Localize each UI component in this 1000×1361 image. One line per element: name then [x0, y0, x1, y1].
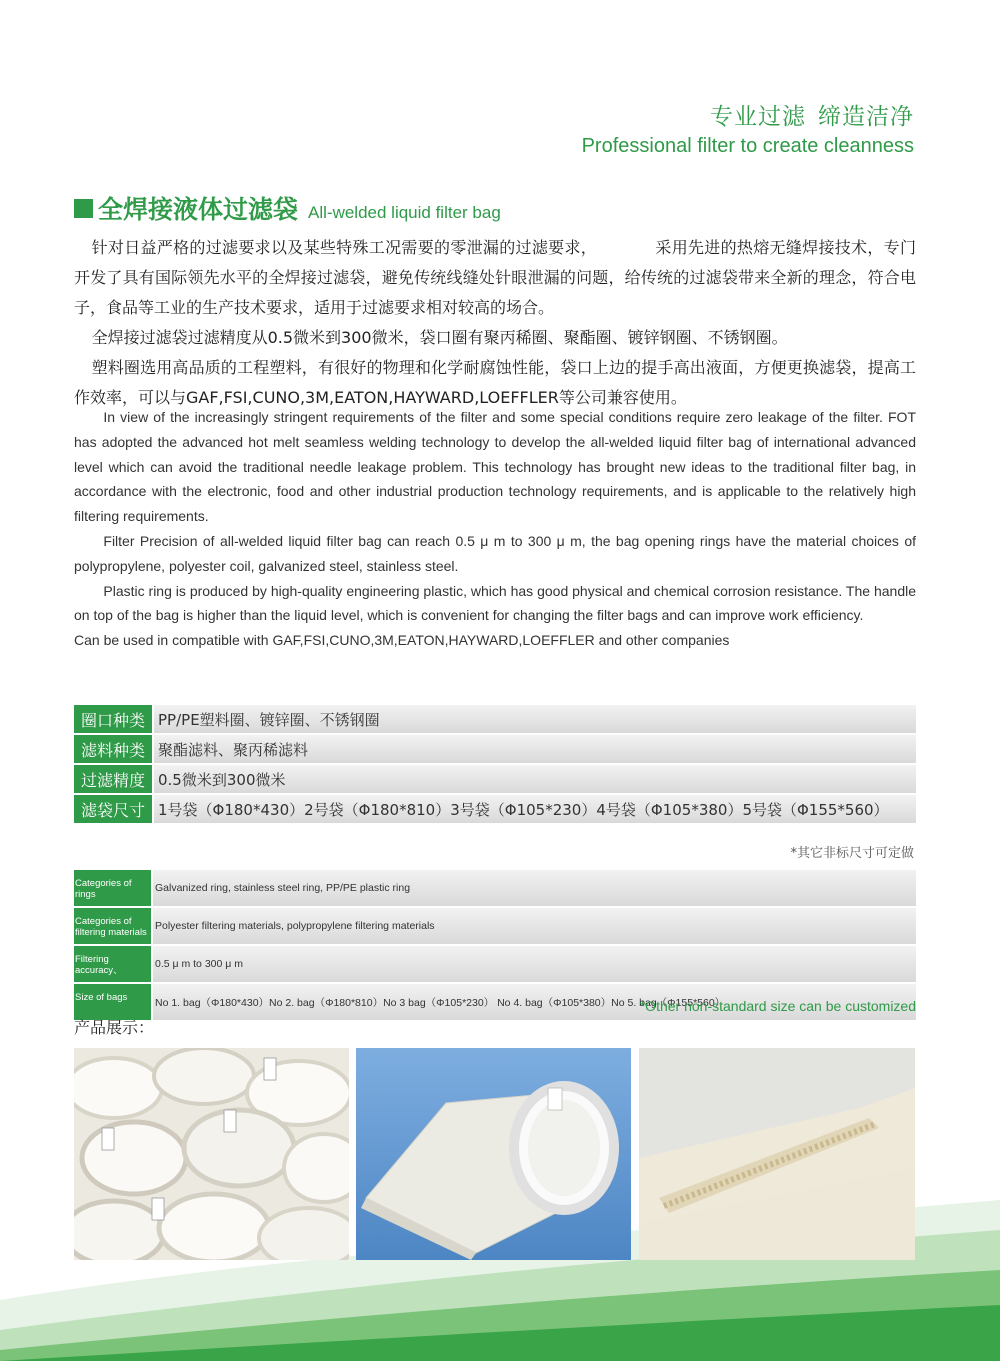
product-photo-filter-bags-pile [74, 1048, 349, 1260]
table-row [74, 907, 916, 945]
spec-key: 滤袋尺寸 [74, 794, 153, 824]
spec-value: No 1. bag（Φ180*430）No 2. bag（Φ180*810）No 3 bag（Φ105*230） No 4. bag（Φ105*380）No 5. bag（Φ155*560） [152, 983, 916, 1021]
spec-value: 聚酯滤料、聚丙稀滤料 [153, 734, 916, 764]
intro-en [74, 405, 916, 653]
product-show-label: 产品展示： [74, 1018, 155, 1037]
table-row [74, 945, 916, 983]
spec-value: Polyester filtering materials, polypropylene filtering materials [152, 907, 916, 945]
table-row [74, 705, 916, 734]
slogan-en: Professional filter to create cleanness [581, 135, 914, 157]
slogan [582, 98, 914, 158]
spec-value: 0.5 μ m to 300 μ m [152, 945, 916, 983]
intro-en-p2: Filter Precision of all-welded liquid filter bag can reach 0.5 μ m to 300 μ m, the bag opening rings have the material choices of polypropylene, polyester coil, galvanized steel, stainless steel. [74, 532, 916, 574]
intro-cn-p3: 塑料圈选用高品质的工程塑料，有很好的物理和化学耐腐蚀性能，袋口上边的提手高出液面，方便更换滤袋，提高工作效率，可以与GAF,FSI,CUNO,3M,EATON,HAYWARD,LOEFFLER等公司兼容使用。 [74, 358, 916, 407]
slogan-cn [582, 98, 914, 131]
note-en: *Other non-standard size can be customized [639, 998, 916, 1014]
spec-key: 滤料种类 [74, 734, 153, 764]
intro-cn-p1 [74, 233, 916, 323]
spec-table-cn [74, 705, 916, 825]
table-row [74, 734, 916, 764]
product-photo-single-bag [356, 1048, 631, 1260]
table-row [74, 870, 916, 907]
spec-key: 圈口种类 [74, 705, 153, 734]
product-photo-welded-seam [639, 1048, 915, 1260]
spec-key: 过滤精度 [74, 764, 153, 794]
note-cn: *其它非标尺寸可定做 [790, 846, 914, 861]
spec-value: 0.5微米到300微米 [153, 764, 916, 794]
intro-cn-p2: 全焊接过滤袋过滤精度从0.5微米到300微米，袋口圈有聚丙稀圈、聚酯圈、镀锌钢圈、不锈钢圈。 [91, 328, 788, 347]
intro-en-p4: Can be used in compatible with GAF,FSI,CUNO,3M,EATON,HAYWARD,LOEFFLER and other companies [74, 632, 730, 649]
spec-key: Size of bags [74, 983, 152, 1021]
spec-key: Categories of filtering materials [74, 907, 152, 945]
heading-square-icon [74, 199, 93, 218]
section-heading [74, 190, 501, 226]
spec-key: Filtering accuracy、 [74, 945, 152, 983]
heading-en: All-welded liquid filter bag [308, 203, 501, 222]
intro-en-p3: Plastic ring is produced by high-quality engineering plastic, which has good physical and chemical corrosion resistance. The handle on top of the bag is higher than the liquid level, which is convenient for changing the filter bags and can improve work efficiency. [74, 582, 916, 624]
slogan-cn-part1: 专业过滤 [710, 104, 806, 130]
slogan-cn-part2: 缔造洁净 [818, 104, 914, 130]
intro-cn [74, 233, 916, 413]
spec-value: 1号袋（Φ180*430）2号袋（Φ180*810）3号袋（Φ105*230）4号袋（Φ105*380）5号袋（Φ155*560） [153, 794, 916, 824]
heading-cn: 全焊接液体过滤袋 [98, 195, 299, 224]
intro-cn-p1b: 采用先进的热熔无缝焊接技术，专门开发了具有国际领先水平的全焊接过滤袋，避免传统线缝处针眼泄漏的问题，给传统的过滤袋带来全新的理念，符合电子，食品等工业的生产技术要求，适用于过滤要求相对较高的场合。 [74, 238, 916, 317]
table-row [74, 764, 916, 794]
spec-value: Galvanized ring, stainless steel ring, PP/PE plastic ring [152, 870, 916, 907]
spec-key: Categories of rings [74, 870, 152, 907]
spec-value: PP/PE塑料圈、镀锌圈、不锈钢圈 [153, 705, 916, 734]
intro-en-p1: In view of the increasingly stringent requirements of the filter and some special conditions require zero leakage of the filter. FOT has adopted the advanced hot melt seamless welding technology to develop the all-welded liquid filter bag of international advanced level which can avoid the traditional needle leakage problem. This technology has brought new ideas to the traditional filter bag, in accordance with the electronic, food and other industrial production technology requirements, and is applicable to the relatively high filtering requirements. [74, 409, 916, 525]
intro-cn-p1a: 针对日益严格的过滤要求以及某些特殊工况需要的零泄漏的过滤要求， [91, 238, 598, 257]
table-row [74, 794, 916, 824]
